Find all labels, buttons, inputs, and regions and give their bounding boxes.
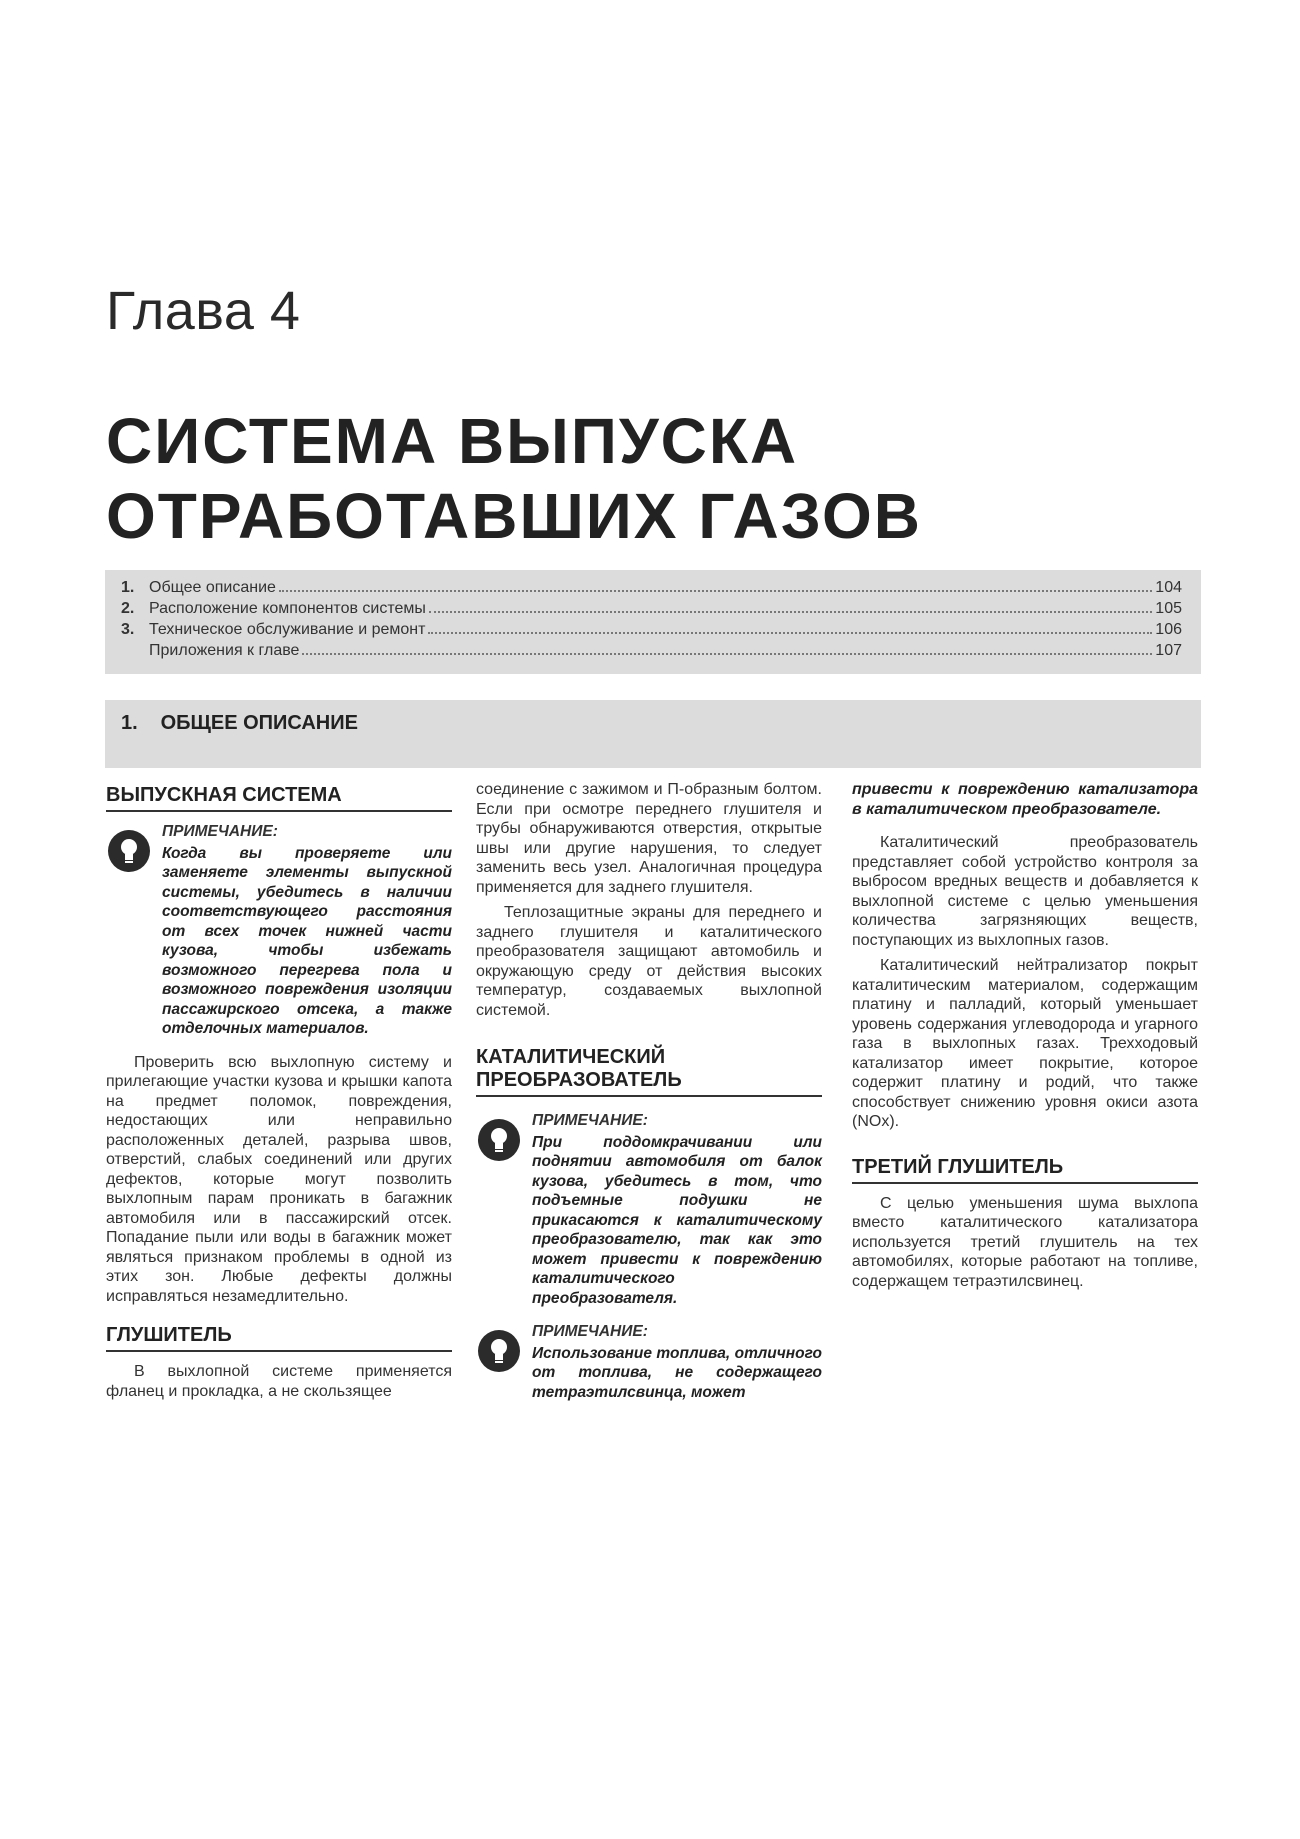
toc-entry-page: 106 [1155, 621, 1182, 638]
note-text: Использование топлива, отличного от топлива, не содержащего тетраэтилсвинца, может [532, 1344, 822, 1401]
paragraph: В выхлопной системе применяется фланец и прокладка, а не скользящее [106, 1363, 452, 1400]
note-box [106, 822, 452, 1039]
toc-entry[interactable] [121, 577, 1182, 598]
toc-entry[interactable] [121, 598, 1182, 619]
heading-catalytic-converter: КАТАЛИТИЧЕСКИЙ ПРЕОБРАЗОВАТЕЛЬ [476, 1046, 822, 1097]
toc-entry-page: 104 [1155, 579, 1182, 596]
paragraph: Каталитический нейтрализатор покрыт каталитическим материалом, содержащим платину и палладий, который уменьшает уровень содержания углеводорода и угарного газа в выхлопных газах. Трехходовый катализатор имеет покрытие, которое содержит платину и родий, что также способствует снижению уровня окиси азота (NOx). [852, 957, 1198, 1130]
note-label: ПРИМЕЧАНИЕ: [532, 1112, 648, 1129]
paragraph: Каталитический преобразователь представляет собой устройство контроля за выбросом вредных веществ и добавляется к выхлопной системе с целью уменьшения количества загрязняющих веществ, поступающих из выхлопных газов. [852, 834, 1198, 949]
chapter-title-line-1: СИСТЕМА ВЫПУСКА [106, 405, 799, 477]
note-label: ПРИМЕЧАНИЕ: [162, 823, 278, 840]
toc-leader-dots [279, 590, 1152, 592]
lightbulb-icon [476, 1328, 522, 1374]
toc-entry-page: 105 [1155, 600, 1182, 617]
paragraph: С целью уменьшения шума выхлопа вместо каталитического катализатора используется третий глушитель на тех автомобилях, которые работают на топливе, содержащем тетраэтилсвинец. [852, 1194, 1198, 1290]
toc-entry-label: Приложения к главе [149, 642, 300, 659]
toc-entry-label: Общее описание [149, 579, 276, 596]
heading-muffler: ГЛУШИТЕЛЬ [106, 1324, 452, 1352]
paragraph: Проверить всю выхлопную систему и прилегающие участки кузова и крышки капота на предмет поломок, повреждения, недостающих или неправильно расположенных деталей, разрыва швов, отверстий, слабых соединений или других дефектов, которые могут позволить выхлопным парам проникать в багажник автомобиля или в пассажирский отсек. Попадание пыли или воды в багажник может являться признаком проблемы в одной из этих зон. Любые дефекты должны исправляться незамедлительно. [106, 1053, 452, 1305]
column-1 [106, 780, 452, 1407]
section-title: ОБЩЕЕ ОПИСАНИЕ [160, 712, 358, 734]
heading-third-muffler: ТРЕТИЙ ГЛУШИТЕЛЬ [852, 1156, 1198, 1184]
toc-leader-dots [429, 611, 1152, 613]
toc-leader-dots [302, 653, 1152, 655]
heading-exhaust-system: ВЫПУСКНАЯ СИСТЕМА [106, 784, 452, 812]
toc-entry-label: Расположение компонентов системы [149, 600, 426, 617]
toc-entry-number: 3. [121, 621, 135, 638]
paragraph: Теплозащитные экраны для переднего и заднего глушителя и каталитического преобразователя защищают автомобиль и окружающую среду от действия высоких температур, создаваемых выхлопной системой. [476, 904, 822, 1019]
column-3 [852, 780, 1198, 1297]
section-number: 1. [121, 712, 138, 734]
toc-entry-label: Техническое обслуживание и ремонт [149, 621, 426, 638]
note-continuation: привести к повреждению катализатора в каталитическом преобразователе. [852, 781, 1198, 818]
chapter-title [106, 404, 1206, 554]
lightbulb-icon [106, 828, 152, 874]
toc-entry[interactable] [121, 619, 1182, 640]
chapter-title-line-2: ОТРАБОТАВШИХ ГАЗОВ [106, 480, 922, 552]
section-header [105, 700, 1201, 768]
column-2 [476, 780, 822, 1416]
note-box [476, 1111, 822, 1308]
chapter-label: Глава 4 [106, 281, 301, 341]
note-label: ПРИМЕЧАНИЕ: [532, 1323, 648, 1340]
toc-entry-number: 2. [121, 600, 135, 617]
toc-leader-dots [428, 632, 1152, 634]
paragraph: соединение с зажимом и П-образным болтом. Если при осмотре переднего глушителя и трубы обнаруживаются отверстия, открытые швы или другие нарушения, то следует заменить весь узел. Аналогичная процедура применяется для заднего глушителя. [476, 781, 822, 896]
note-text: При поддомкрачивании или поднятии автомобиля от балок кузова, убедитесь в том, что подъемные подушки не прикасаются к каталитическому преобразователю, так как это может привести к повреждению каталитического преобразователя. [532, 1133, 822, 1307]
toc-entry-page: 107 [1155, 642, 1182, 659]
note-box [476, 1322, 822, 1402]
table-of-contents [105, 570, 1201, 674]
note-text: Когда вы проверяете или заменяете элементы выпускной системы, убедитесь в наличии соответствующего расстояния от всех точек нижней части кузова, чтобы избежать возможного перегрева пола и возможного повреждения изоляции пассажирского отсека, а также отделочных материалов. [162, 844, 452, 1037]
toc-entry-number: 1. [121, 579, 135, 596]
toc-entry[interactable] [121, 640, 1182, 661]
lightbulb-icon [476, 1117, 522, 1163]
